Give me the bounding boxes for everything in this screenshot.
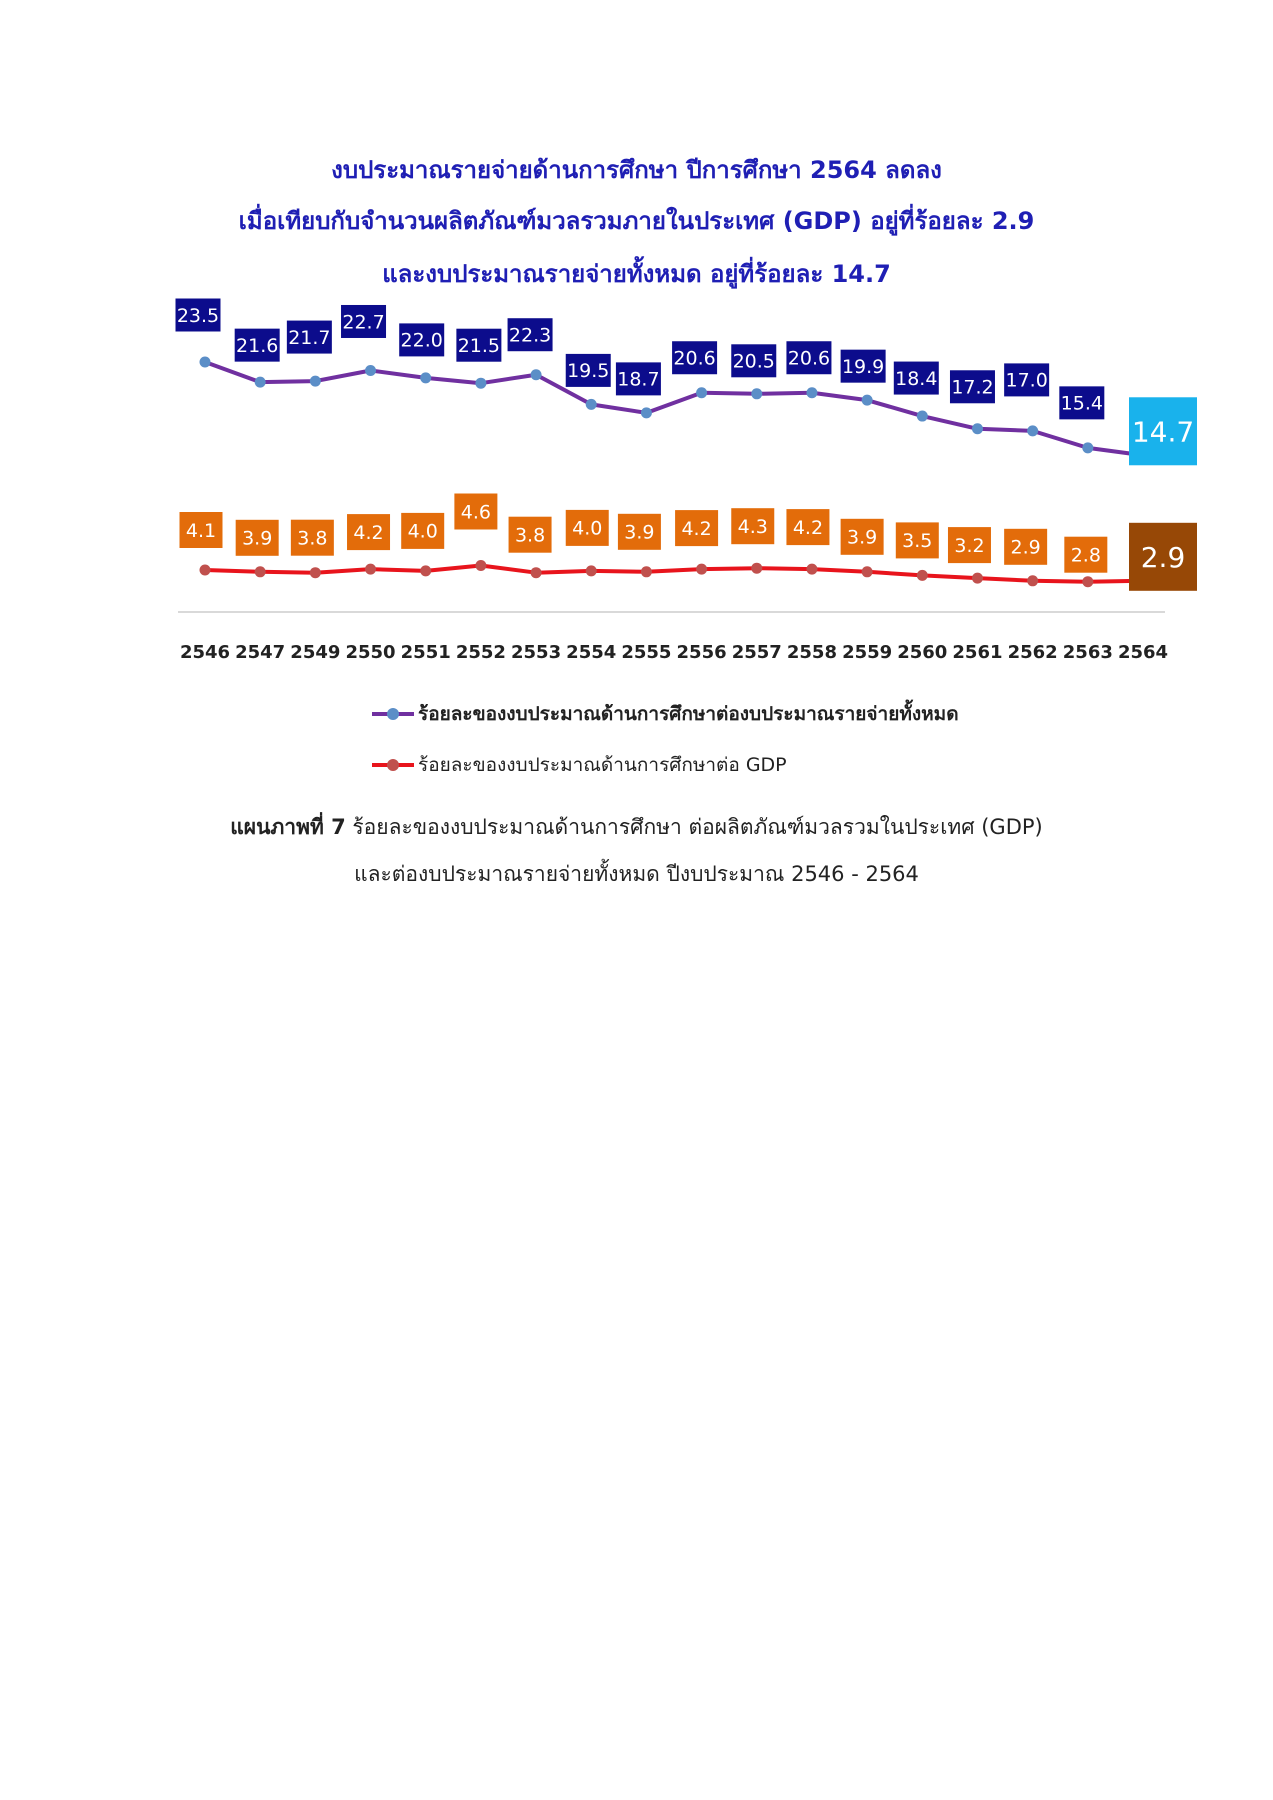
- data-point: [310, 376, 321, 387]
- data-point: [475, 378, 486, 389]
- data-label: 18.4: [895, 367, 938, 390]
- data-label: 21.6: [236, 334, 279, 357]
- data-point: [862, 395, 873, 406]
- x-tick-label: 2562: [1007, 642, 1058, 663]
- data-label: 19.5: [567, 360, 610, 383]
- legend-label-gdp-share: ร้อยละของงบประมาณด้านการศึกษาต่อ GDP: [418, 754, 787, 776]
- data-point: [972, 423, 983, 434]
- legend-item-budget-share: [372, 699, 959, 729]
- headline-line-2: เมื่อเทียบกับจำนวนผลิตภัณฑ์มวลรวมภายในประเทศ (GDP) อยู่ที่ร้อยละ 2.9: [238, 207, 1035, 235]
- data-point: [255, 377, 266, 388]
- data-point: [200, 565, 211, 576]
- data-label: 3.9: [242, 527, 273, 550]
- data-point: [531, 369, 542, 380]
- data-label: 2.8: [1070, 544, 1101, 567]
- data-point: [696, 564, 707, 575]
- series-line-1: [205, 566, 1143, 582]
- x-tick-label: 2554: [566, 642, 617, 663]
- figure-caption-text: ร้อยละของงบประมาณด้านการศึกษา ต่อผลิตภัณฑ์มวลรวมในประเทศ (GDP): [345, 815, 1043, 839]
- legend-swatch-red: [372, 750, 414, 780]
- data-label: 4.2: [792, 516, 824, 539]
- data-label: 22.3: [508, 324, 552, 347]
- x-tick-label: 2559: [842, 642, 893, 663]
- x-tick-label: 2547: [235, 642, 286, 663]
- x-tick-label: 2561: [952, 642, 1003, 663]
- data-label: 21.7: [288, 326, 331, 349]
- data-point: [806, 387, 817, 398]
- headline-line-1: งบประมาณรายจ่ายด้านการศึกษา ปีการศึกษา 2564 ลดลง: [331, 156, 942, 184]
- data-point: [310, 567, 321, 578]
- data-label: 3.9: [847, 526, 878, 549]
- data-label: 15.4: [1060, 392, 1103, 415]
- x-tick-label: 2549: [290, 642, 341, 663]
- x-tick-label: 2563: [1062, 642, 1113, 663]
- data-point: [696, 387, 707, 398]
- data-label: 23.5: [176, 304, 220, 327]
- data-point: [365, 365, 376, 376]
- data-label: 4.2: [353, 521, 384, 544]
- legend-marker: [387, 708, 399, 720]
- headline-line-3: และงบประมาณรายจ่ายทั้งหมด อยู่ที่ร้อยละ 14.7: [382, 260, 891, 288]
- x-tick-label: 2551: [400, 642, 451, 663]
- data-point: [1027, 575, 1038, 586]
- data-point: [1027, 425, 1038, 436]
- series-line-0: [205, 362, 1143, 455]
- data-label: 21.5: [457, 335, 501, 358]
- x-tick-label: 2552: [455, 642, 506, 663]
- figure-number: แผนภาพที่ 7: [230, 815, 346, 839]
- data-label: 18.7: [617, 368, 660, 391]
- x-tick-label: 2557: [731, 642, 782, 663]
- data-point: [862, 566, 873, 577]
- data-label: 2.9: [1010, 536, 1041, 559]
- x-tick-label: 2546: [179, 642, 231, 663]
- data-label: 14.7: [1131, 415, 1195, 449]
- data-label: 4.0: [407, 520, 438, 543]
- data-point: [365, 564, 376, 575]
- data-label: 4.3: [737, 516, 768, 539]
- x-tick-label: 2564: [1117, 642, 1169, 663]
- data-point: [972, 573, 983, 584]
- data-point: [751, 563, 762, 574]
- figure-caption-line-1: [0, 811, 1273, 844]
- data-point: [641, 566, 652, 577]
- legend-marker: [387, 759, 399, 771]
- data-point: [200, 357, 211, 368]
- figure-caption-line-2: และต่องบประมาณรายจ่ายทั้งหมด ปีงบประมาณ 2546 - 2564: [354, 862, 919, 886]
- x-tick-label: 2556: [676, 642, 727, 663]
- data-label: 17.2: [951, 376, 994, 399]
- x-tick-label: 2555: [621, 642, 672, 663]
- legend-label-budget-share: ร้อยละของงบประมาณด้านการศึกษาต่องบประมาณรายจ่ายทั้งหมด: [418, 703, 959, 725]
- data-label: 22.7: [342, 311, 385, 334]
- data-point: [806, 564, 817, 575]
- data-point: [531, 567, 542, 578]
- data-label: 3.9: [624, 521, 655, 544]
- data-point: [475, 560, 486, 571]
- data-label: 4.0: [572, 517, 603, 540]
- data-point: [641, 407, 652, 418]
- data-point: [1082, 576, 1093, 587]
- data-point: [751, 388, 762, 399]
- data-label: 4.1: [185, 519, 217, 542]
- data-label: 17.0: [1005, 369, 1048, 392]
- x-tick-label: 2550: [345, 642, 396, 663]
- data-label: 3.2: [954, 534, 985, 557]
- data-label: 3.5: [902, 530, 933, 553]
- data-point: [586, 399, 597, 410]
- x-tick-label: 2553: [511, 642, 562, 663]
- data-label: 3.8: [514, 524, 546, 547]
- legend-swatch-purple: [372, 699, 414, 729]
- data-label: 3.8: [297, 527, 328, 550]
- data-label: 22.0: [400, 329, 443, 352]
- x-tick-label: 2558: [786, 642, 837, 663]
- data-point: [917, 570, 928, 581]
- data-label: 4.2: [681, 517, 712, 540]
- data-label: 20.6: [787, 347, 831, 370]
- data-point: [1082, 442, 1093, 453]
- x-tick-label: 2560: [897, 642, 948, 663]
- data-point: [255, 566, 266, 577]
- data-point: [420, 565, 431, 576]
- data-label: 20.6: [673, 347, 716, 370]
- data-point: [917, 411, 928, 422]
- data-label: 20.5: [732, 350, 775, 373]
- data-label: 19.9: [841, 356, 885, 378]
- data-point: [586, 565, 597, 576]
- data-label: 2.9: [1140, 540, 1186, 574]
- legend-item-gdp-share: [372, 750, 787, 780]
- data-point: [420, 372, 431, 383]
- data-label: 4.6: [460, 501, 491, 524]
- line-chart: [0, 0, 1273, 680]
